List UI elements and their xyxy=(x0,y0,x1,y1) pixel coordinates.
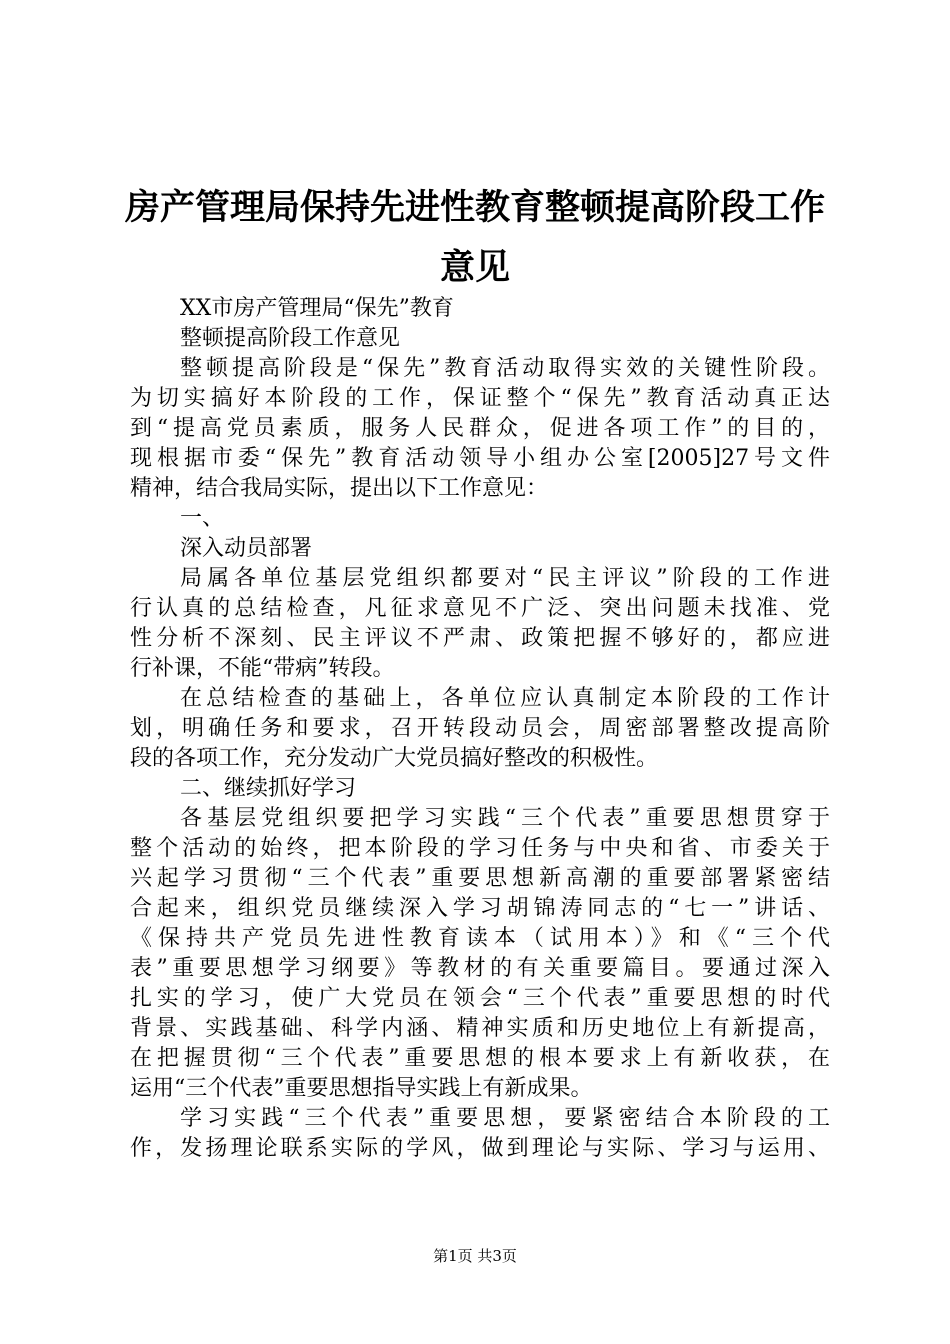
text-line: 在把握贯彻“三个代表”重要思想的根本要求上有新收获，在 xyxy=(130,1046,830,1071)
document-body xyxy=(130,294,830,1164)
text-line: 精神，结合我局实际，提出以下工作意见： xyxy=(130,476,549,501)
text-line: 各基层党组织要把学习实践“三个代表”重要思想贯穿于 xyxy=(180,806,830,831)
document-title-line-2: 意见 xyxy=(439,247,510,288)
document-title-line-1: 房产管理局保持先进性教育整顿提高阶段工作 xyxy=(124,187,825,228)
text-line: 到“提高党员素质，服务人民群众，促进各项工作”的目的， xyxy=(130,416,830,441)
text-line: 整顿提高阶段工作意见 xyxy=(180,326,401,351)
text-line: 现根据市委“保先”教育活动领导小组办公室[2005]27号文件 xyxy=(130,446,830,471)
text-line: 学习实践“三个代表”重要思想，要紧密结合本阶段的工 xyxy=(180,1106,830,1131)
text-line: 性分析不深刻、民主评议不严肃、政策把握不够好的，都应进 xyxy=(130,626,830,651)
text-line: 整个活动的始终，把本阶段的学习任务与中央和省、市委关于 xyxy=(130,836,830,861)
text-line: XX市房产管理局“保先”教育 xyxy=(180,296,454,321)
text-line: 段的各项工作，充分发动广大党员搞好整改的积极性。 xyxy=(130,746,659,771)
text-line: 行补课，不能“带病”转段。 xyxy=(130,656,395,681)
text-line: 二、继续抓好学习 xyxy=(180,776,357,801)
text-line: 兴起学习贯彻“三个代表”重要思想新高潮的重要部署紧密结 xyxy=(130,866,830,891)
text-line: 划，明确任务和要求，召开转段动员会，周密部署整改提高阶 xyxy=(130,716,830,741)
text-line: 背景、实践基础、科学内涵、精神实质和历史地位上有新提高， xyxy=(130,1016,830,1041)
text-line: 运用“三个代表”重要思想指导实践上有新成果。 xyxy=(130,1076,593,1101)
text-line: 在总结检查的基础上，各单位应认真制定本阶段的工作计 xyxy=(180,686,830,711)
text-line: 局属各单位基层党组织都要对“民主评议”阶段的工作进 xyxy=(180,566,830,591)
text-line: 整顿提高阶段是“保先”教育活动取得实效的关键性阶段。 xyxy=(180,356,830,381)
text-line: 表”重要思想学习纲要》等教材的有关重要篇目。要通过深入 xyxy=(130,956,830,981)
text-line: 为切实搞好本阶段的工作，保证整个“保先”教育活动真正达 xyxy=(130,386,830,411)
text-line: 《保持共产党员先进性教育读本（试用本）》和《“三个代 xyxy=(130,926,830,951)
text-line: 合起来，组织党员继续深入学习胡锦涛同志的“七一”讲话、 xyxy=(130,896,830,921)
text-line: 一、 xyxy=(180,506,225,531)
text-line: 作，发扬理论联系实际的学风，做到理论与实际、学习与运用、 xyxy=(130,1136,830,1161)
text-line: 扎实的学习，使广大党员在领会“三个代表”重要思想的时代 xyxy=(130,986,830,1011)
page-footer: 第1页 共3页 xyxy=(433,1247,517,1265)
text-line: 深入动员部署 xyxy=(180,536,313,561)
text-line: 行认真的总结检查，凡征求意见不广泛、突出问题未找准、党 xyxy=(130,596,830,621)
